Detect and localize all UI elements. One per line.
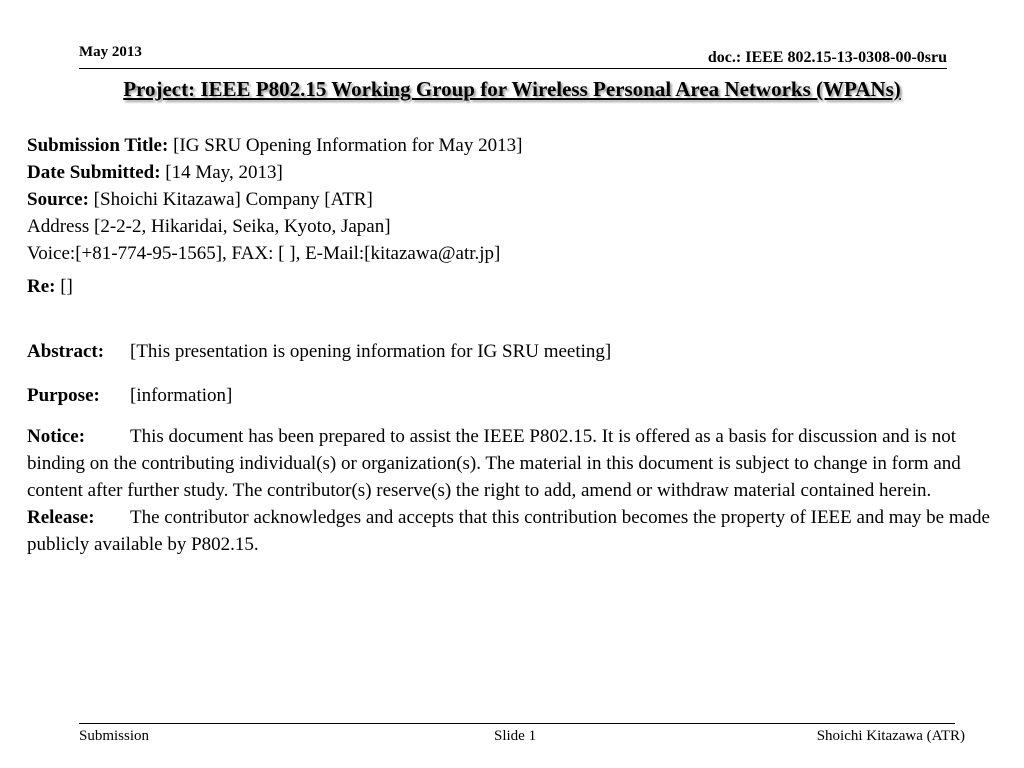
contact-line: Voice:[+81-774-95-1565], FAX: [ ], E-Mail:[kitazawa@atr.jp] bbox=[27, 243, 501, 264]
purpose-line bbox=[27, 382, 1014, 409]
footer-author: Shoichi Kitazawa (ATR) bbox=[816, 728, 965, 744]
submission-title-line bbox=[27, 132, 1014, 159]
date-submitted-label: Date Submitted: bbox=[27, 162, 161, 183]
submission-title-value: [IG SRU Opening Information for May 2013] bbox=[173, 135, 523, 156]
abstract-label: Abstract: bbox=[27, 341, 105, 362]
date-submitted-value: [14 May, 2013] bbox=[165, 162, 283, 183]
footer-submission: Submission bbox=[79, 728, 150, 744]
project-title: Project: IEEE P802.15 Working Group for Wireless Personal Area Networks (WPANs) bbox=[123, 77, 901, 101]
abstract-line bbox=[27, 338, 1014, 365]
notice-text: This document has been prepared to assist the IEEE P802.15. It is offered as a basis for discussion and is not binding on the contributing individual(s) or organization(s). The material in this document is subject to change in form and content after further study. The contributor(s) reserve(s) the right to add, amend or withdraw material contained herein. bbox=[27, 426, 961, 501]
re-label: Re: bbox=[27, 276, 56, 297]
source-value: [Shoichi Kitazawa] Company [ATR] bbox=[93, 189, 373, 210]
release-text: The contributor acknowledges and accepts that this contribution becomes the property of IEEE and may be made publicly available by P802.15. bbox=[27, 507, 990, 555]
footer-divider bbox=[79, 723, 955, 724]
address-line: Address [2-2-2, Hikaridai, Seika, Kyoto, Japan] bbox=[27, 216, 391, 237]
submission-details bbox=[27, 132, 1014, 558]
notice-paragraph bbox=[27, 423, 1014, 504]
purpose-label: Purpose: bbox=[27, 385, 100, 406]
re-line bbox=[27, 273, 1014, 300]
header-date: May 2013 bbox=[79, 44, 142, 60]
notice-label: Notice: bbox=[27, 426, 86, 447]
source-label: Source: bbox=[27, 189, 89, 210]
abstract-value: [This presentation is opening information for IG SRU meeting] bbox=[130, 341, 612, 362]
header-doc-id: doc.: IEEE 802.15-13-0308-00-0sru bbox=[707, 49, 947, 66]
release-label: Release: bbox=[27, 507, 95, 528]
header-divider bbox=[79, 68, 947, 69]
re-value: [] bbox=[60, 276, 73, 297]
release-paragraph bbox=[27, 504, 1014, 558]
source-line bbox=[27, 186, 1014, 213]
date-submitted-line bbox=[27, 159, 1014, 186]
purpose-value: [information] bbox=[130, 385, 233, 406]
submission-title-label: Submission Title: bbox=[27, 135, 169, 156]
footer-slide-number: Slide 1 bbox=[494, 728, 537, 744]
